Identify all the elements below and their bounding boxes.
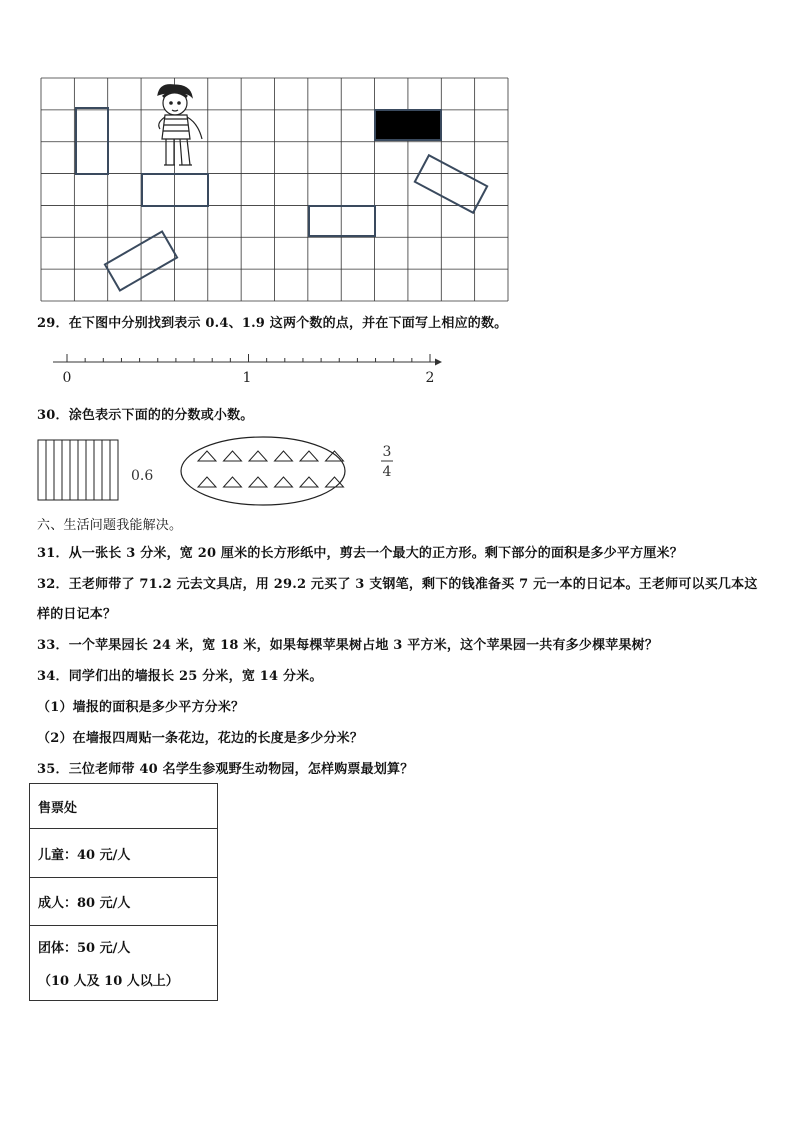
fraction-numerator: 3 bbox=[382, 444, 392, 460]
ticket-adult-price: 成人：80 元/人 bbox=[30, 878, 218, 926]
striped-rectangle bbox=[38, 440, 118, 500]
ticket-group-note: （10 人及 10 人以上） bbox=[38, 974, 179, 989]
triangle bbox=[198, 451, 216, 461]
triangle-group bbox=[198, 451, 344, 487]
question-34-sub-1: （1）墙报的面积是多少平方分米？ bbox=[37, 700, 245, 715]
triangle bbox=[249, 451, 267, 461]
decimal-value: 0.6 bbox=[131, 468, 154, 484]
triangle bbox=[275, 477, 293, 487]
question-32-line-1: 32．王老师带了 71.2 元去文具店，用 29.2 元买了 3 支钢笔，剩下的钱准备买 7 元一本的日记本。王老师可以买几本这 bbox=[37, 577, 758, 592]
horizontal-rectangle bbox=[142, 174, 208, 206]
grid-figure bbox=[40, 77, 510, 303]
question-34: 34．同学们出的墙报长 25 分米，宽 14 分米。 bbox=[37, 669, 323, 684]
triangle bbox=[300, 477, 318, 487]
triangle bbox=[224, 451, 242, 461]
boy-figure bbox=[158, 85, 202, 165]
section-6-heading: 六、生活问题我能解决。 bbox=[37, 518, 183, 533]
triangle bbox=[275, 451, 293, 461]
question-29: 29．在下图中分别找到表示 0.4、1.9 这两个数的点，并在下面写上相应的数。 bbox=[37, 316, 508, 331]
number-line-label-0: 0 bbox=[62, 370, 72, 386]
fraction-denominator: 4 bbox=[382, 464, 392, 480]
question-30: 30．涂色表示下面的的分数或小数。 bbox=[37, 408, 254, 423]
shading-figure bbox=[37, 434, 407, 516]
number-line bbox=[50, 342, 450, 390]
number-line-arrow bbox=[435, 359, 442, 366]
ticket-group-cell bbox=[30, 926, 218, 1001]
number-line-label-2: 2 bbox=[425, 370, 435, 386]
middle-rectangle bbox=[309, 206, 375, 236]
triangle bbox=[249, 477, 267, 487]
triangle bbox=[198, 477, 216, 487]
question-33: 33．一个苹果园长 24 米，宽 18 米，如果每棵苹果树占地 3 平方米，这个苹果园一共有多少棵苹果树？ bbox=[37, 638, 659, 653]
ticket-group-price: 团体：50 元/人 bbox=[38, 941, 131, 956]
question-31: 31．从一张长 3 分米，宽 20 厘米的长方形纸中，剪去一个最大的正方形。剩下部分的面积是多少平方厘米？ bbox=[37, 546, 683, 561]
ticket-price-table bbox=[29, 783, 218, 1001]
black-rectangle bbox=[375, 110, 441, 140]
vertical-rectangle bbox=[76, 108, 108, 174]
question-32-line-2: 样的日记本？ bbox=[37, 607, 117, 622]
tilted-rectangle-right bbox=[415, 155, 487, 212]
ticket-child-price: 儿童：40 元/人 bbox=[30, 829, 218, 878]
ticket-header: 售票处 bbox=[30, 784, 218, 829]
question-34-sub-2: （2）在墙报四周贴一条花边，花边的长度是多少分米？ bbox=[37, 731, 364, 746]
triangle bbox=[224, 477, 242, 487]
triangle bbox=[300, 451, 318, 461]
number-line-label-1: 1 bbox=[242, 370, 252, 386]
question-35: 35．三位老师带 40 名学生参观野生动物园，怎样购票最划算？ bbox=[37, 762, 414, 777]
triangle-oval bbox=[181, 437, 345, 505]
